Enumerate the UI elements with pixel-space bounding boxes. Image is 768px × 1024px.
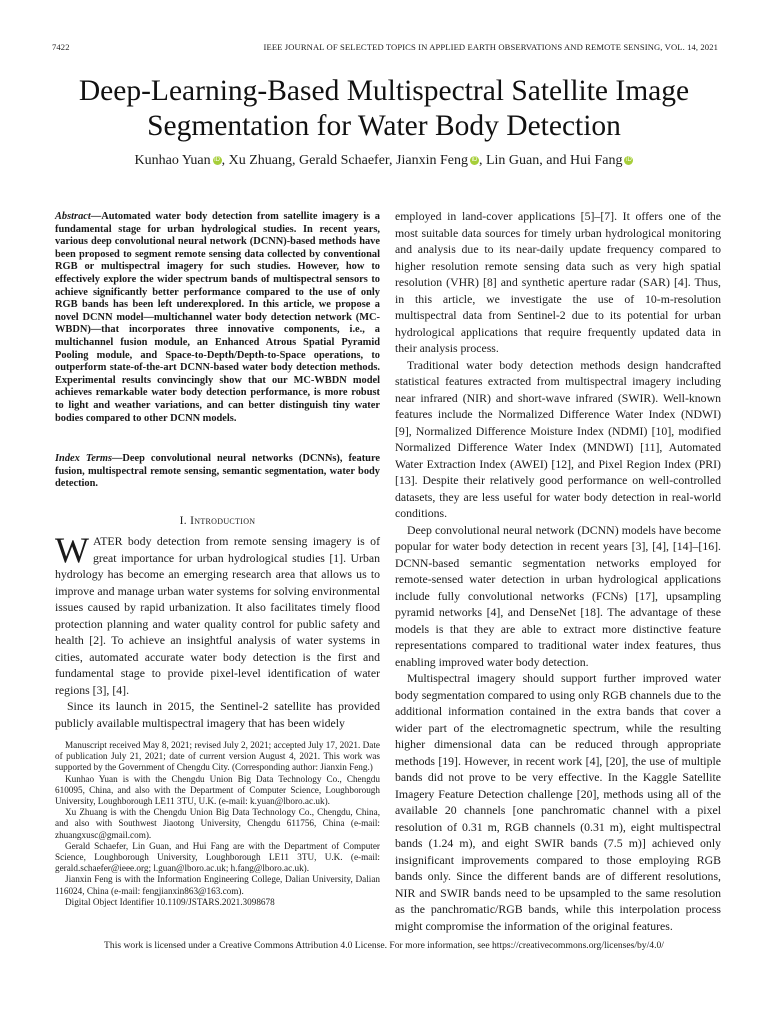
- author-name: Jianxin Feng: [396, 153, 468, 168]
- orcid-icon[interactable]: iD: [471, 157, 478, 163]
- footnote-paragraph: Xu Zhuang is with the Chengdu Union Big Data Technology Co., Chengdu, China, and also with Southwest Jiaotong University, Chengdu 611756, China (e-mail: zhuangxusc@gmail.com).: [55, 807, 380, 840]
- orcid-icon[interactable]: iD: [214, 157, 220, 163]
- drop-cap: W: [55, 530, 89, 570]
- page-number: 7422: [52, 42, 70, 52]
- footnote-paragraph: Jianxin Feng is with the Information Engineering College, Dalian University, Dalian 116024, China (e-mail: fengjianxin863@163.com).: [55, 874, 380, 896]
- intro-body: [55, 530, 380, 731]
- index-terms-text: —Deep convolutional neural networks (DCNNs), feature fusion, multispectral remote sensing, semantic segmentation, water body detection.: [55, 453, 380, 490]
- body-paragraph: Traditional water body detection methods design handcrafted statistical features extracted from multispectral imagery including near infrared (NIR) and short-wave infrared (SWIR). Well-known features include the Normalized Difference Water Index (NDWI) [9], Normalized Difference Moisture Index (NDMI) [10], modified Normalized Difference Water Index (MNDWI) [11], Automated Water Extraction Index (AWEI) [12], and Pixel Region Index (PRI) [13]. Despite their relatively good performance on well-controlled datasets, they are less useful for water body detection in real-world conditions.: [395, 357, 721, 520]
- title-line-2: Segmentation for Water Body Detection: [147, 110, 621, 142]
- paper-title: [40, 74, 728, 144]
- intro-paragraph-1: [55, 530, 380, 698]
- footnote-paragraph: Manuscript received May 8, 2021; revised July 2, 2021; accepted July 17, 2021. Date of publication July 21, 2021; date of current version August 4, 2021. This work was supported by the Government of Chengdu City. (Corresponding author: Jianxin Feng.): [55, 740, 380, 773]
- footnote-paragraph: Digital Object Identifier 10.1109/JSTARS.2021.3098678: [65, 896, 275, 907]
- section-heading: [55, 515, 380, 527]
- footnote-paragraph: Gerald Schaefer, Lin Guan, and Hui Fang are with the Department of Computer Science, Loughborough University, Loughborough LE11 3TU, U.K. (e-mail: gerald.schaefer@ieee.org; l.guan@lboro.ac.uk; h.fang@lboro.ac.uk).: [55, 840, 380, 874]
- abstract: [55, 211, 380, 425]
- intro-paragraph-2: Since its launch in 2015, the Sentinel-2 satellite has provided publicly available multispectral imagery that has been widely: [55, 699, 380, 730]
- footnotes: [55, 740, 380, 908]
- body-paragraph: employed in land-cover applications [5]–[7]. It offers one of the most suitable data sources for timely urban hydrological monitoring and analysis due to its near-daily update frequency compared to higher resolution remote sensing data such as very high spatial resolution (VHR) [8] and synthetic aperture radar (SAR) [4]. Thus, in this article, we investigate the use of 10-m-resolution multispectral data from Sentinel-2 due to its potential for urban hydrological applications that require frequently updated data in their analysis process.: [395, 209, 721, 355]
- right-column: [395, 208, 721, 934]
- abstract-lead: Abstract: [55, 211, 91, 222]
- author-name: Lin Guan: [485, 153, 540, 168]
- author-list: [40, 152, 728, 170]
- author-name: Hui Fang: [569, 153, 623, 168]
- author-separator: ,: [221, 153, 229, 168]
- title-line-1: Deep-Learning-Based Multispectral Satellite Image: [78, 75, 690, 107]
- author-separator: ,: [478, 153, 486, 168]
- author-name: Gerald Schaefer: [299, 153, 390, 168]
- index-terms-lead: Index Terms: [55, 453, 113, 464]
- orcid-icon[interactable]: iD: [626, 157, 632, 163]
- author-name: Kunhao Yuan: [134, 153, 211, 168]
- footnote-paragraph: Kunhao Yuan is with the Chengdu Union Big Data Technology Co., Chengdu 610095, China, and also with the Department of Computer Science, Loughborough University, Loughborough LE11 3TU, U.K. (e-mail: k.yuan@lboro.ac.uk).: [55, 773, 380, 807]
- author-name: Xu Zhuang: [228, 153, 293, 168]
- body-paragraph: Multispectral imagery should support further improved water body segmentation compared to using only RGB channels due to the additional information contained in the extra bands that cover a wider part of the electromagnetic spectrum, while the resulting higher dimensional data can be reduced through appropriate methods [19]. However, in recent work [4], [20], the use of multiple bands did not prove to be very effective. In the Kaggle Satellite Imagery Feature Detection challenge [20], methods using all of the available 20 channels [one panchromatic channel with a pixel resolution of 0.31 m, RGB channels (0.31 m), eight multispectral bands (1.24 m), and eight SWIR bands (7.5 m)] achieved only insignificant improvements compared to those employing RGB bands only. Since the different bands are of different resolutions, NIR and SWIR bands need to be upsampled to the same resolution as the panchromatic/RGB bands, while this interpolation process might compromise the information of the original features.: [395, 671, 721, 933]
- section-title: Introduction: [190, 515, 256, 527]
- body-paragraph: Deep convolutional neural network (DCNN) models have become popular for water body detection in recent years [3], [4], [14]–[16]. DCNN-based semantic segmentation networks employed for remote-sensed water detection in urban hydrological applications include fully convolutional networks (FCNs) [17], upsampling pyramid networks [4], and DenseNet [18]. The advantage of these models is that they are able to extract more distinctive feature representations compared to traditional water index features, thus enabling improved water body detection.: [395, 522, 721, 669]
- author-separator: ,: [292, 153, 300, 168]
- index-terms: [55, 453, 380, 491]
- journal-name: IEEE JOURNAL OF SELECTED TOPICS IN APPLIED EARTH OBSERVATIONS AND REMOTE SENSING, VOL. 14, 2021: [263, 42, 718, 52]
- author-separator: ,: [389, 153, 397, 168]
- abstract-text: —Automated water body detection from satellite imagery is a fundamental stage for urban hydrological studies. In recent years, various deep convolutional neural network (DCNN)-based methods have been proposed to segment remote sensing data collected by conventional RGB or multispectral imagery for such studies. However, how to effectively explore the wider spectrum bands of multispectral sensors to achieve significantly better performance compared to the use of only RGB bands has been left underexplored. In this article, we propose a novel DCNN model—multichannel water body detection network (MC-WBDN)—that incorporates three innovative components, i.e., a multichannel fusion module, an Enhanced Atrous Spatial Pyramid Pooling module, and Space-to-Depth/Depth-to-Space operations, to outperform state-of-the-art DCNN-based water body detection methods. Experimental results convincingly show that our MC-WBDN model achieves remarkable water body detection performance, is more robust to light and weather variations, and can better distinguish tiny water bodies compared to other DCNN models.: [55, 211, 380, 424]
- license-notice: This work is licensed under a Creative Commons Attribution 4.0 License. For more information, see https://creativecommons.org/licenses/by/4.0/: [104, 940, 664, 951]
- intro-paragraph-1-text: ATER body detection from remote sensing imagery is of great importance for urban hydrological studies [1]. Urban hydrology has become an emerging research area that allows us to improve and manage urban water systems for solving environmental issues caused by rapid urbanization. It also facilitates timely flood protection planning and water quality control for public safety and health [2]. To achieve an insightful analysis of water systems in cities, automated accurate water body detection is the first and fundamental stage to provide pixel-level identification of water regions [3], [4].: [55, 534, 380, 697]
- author-separator: , and: [539, 153, 570, 168]
- section-numeral: I.: [179, 515, 187, 527]
